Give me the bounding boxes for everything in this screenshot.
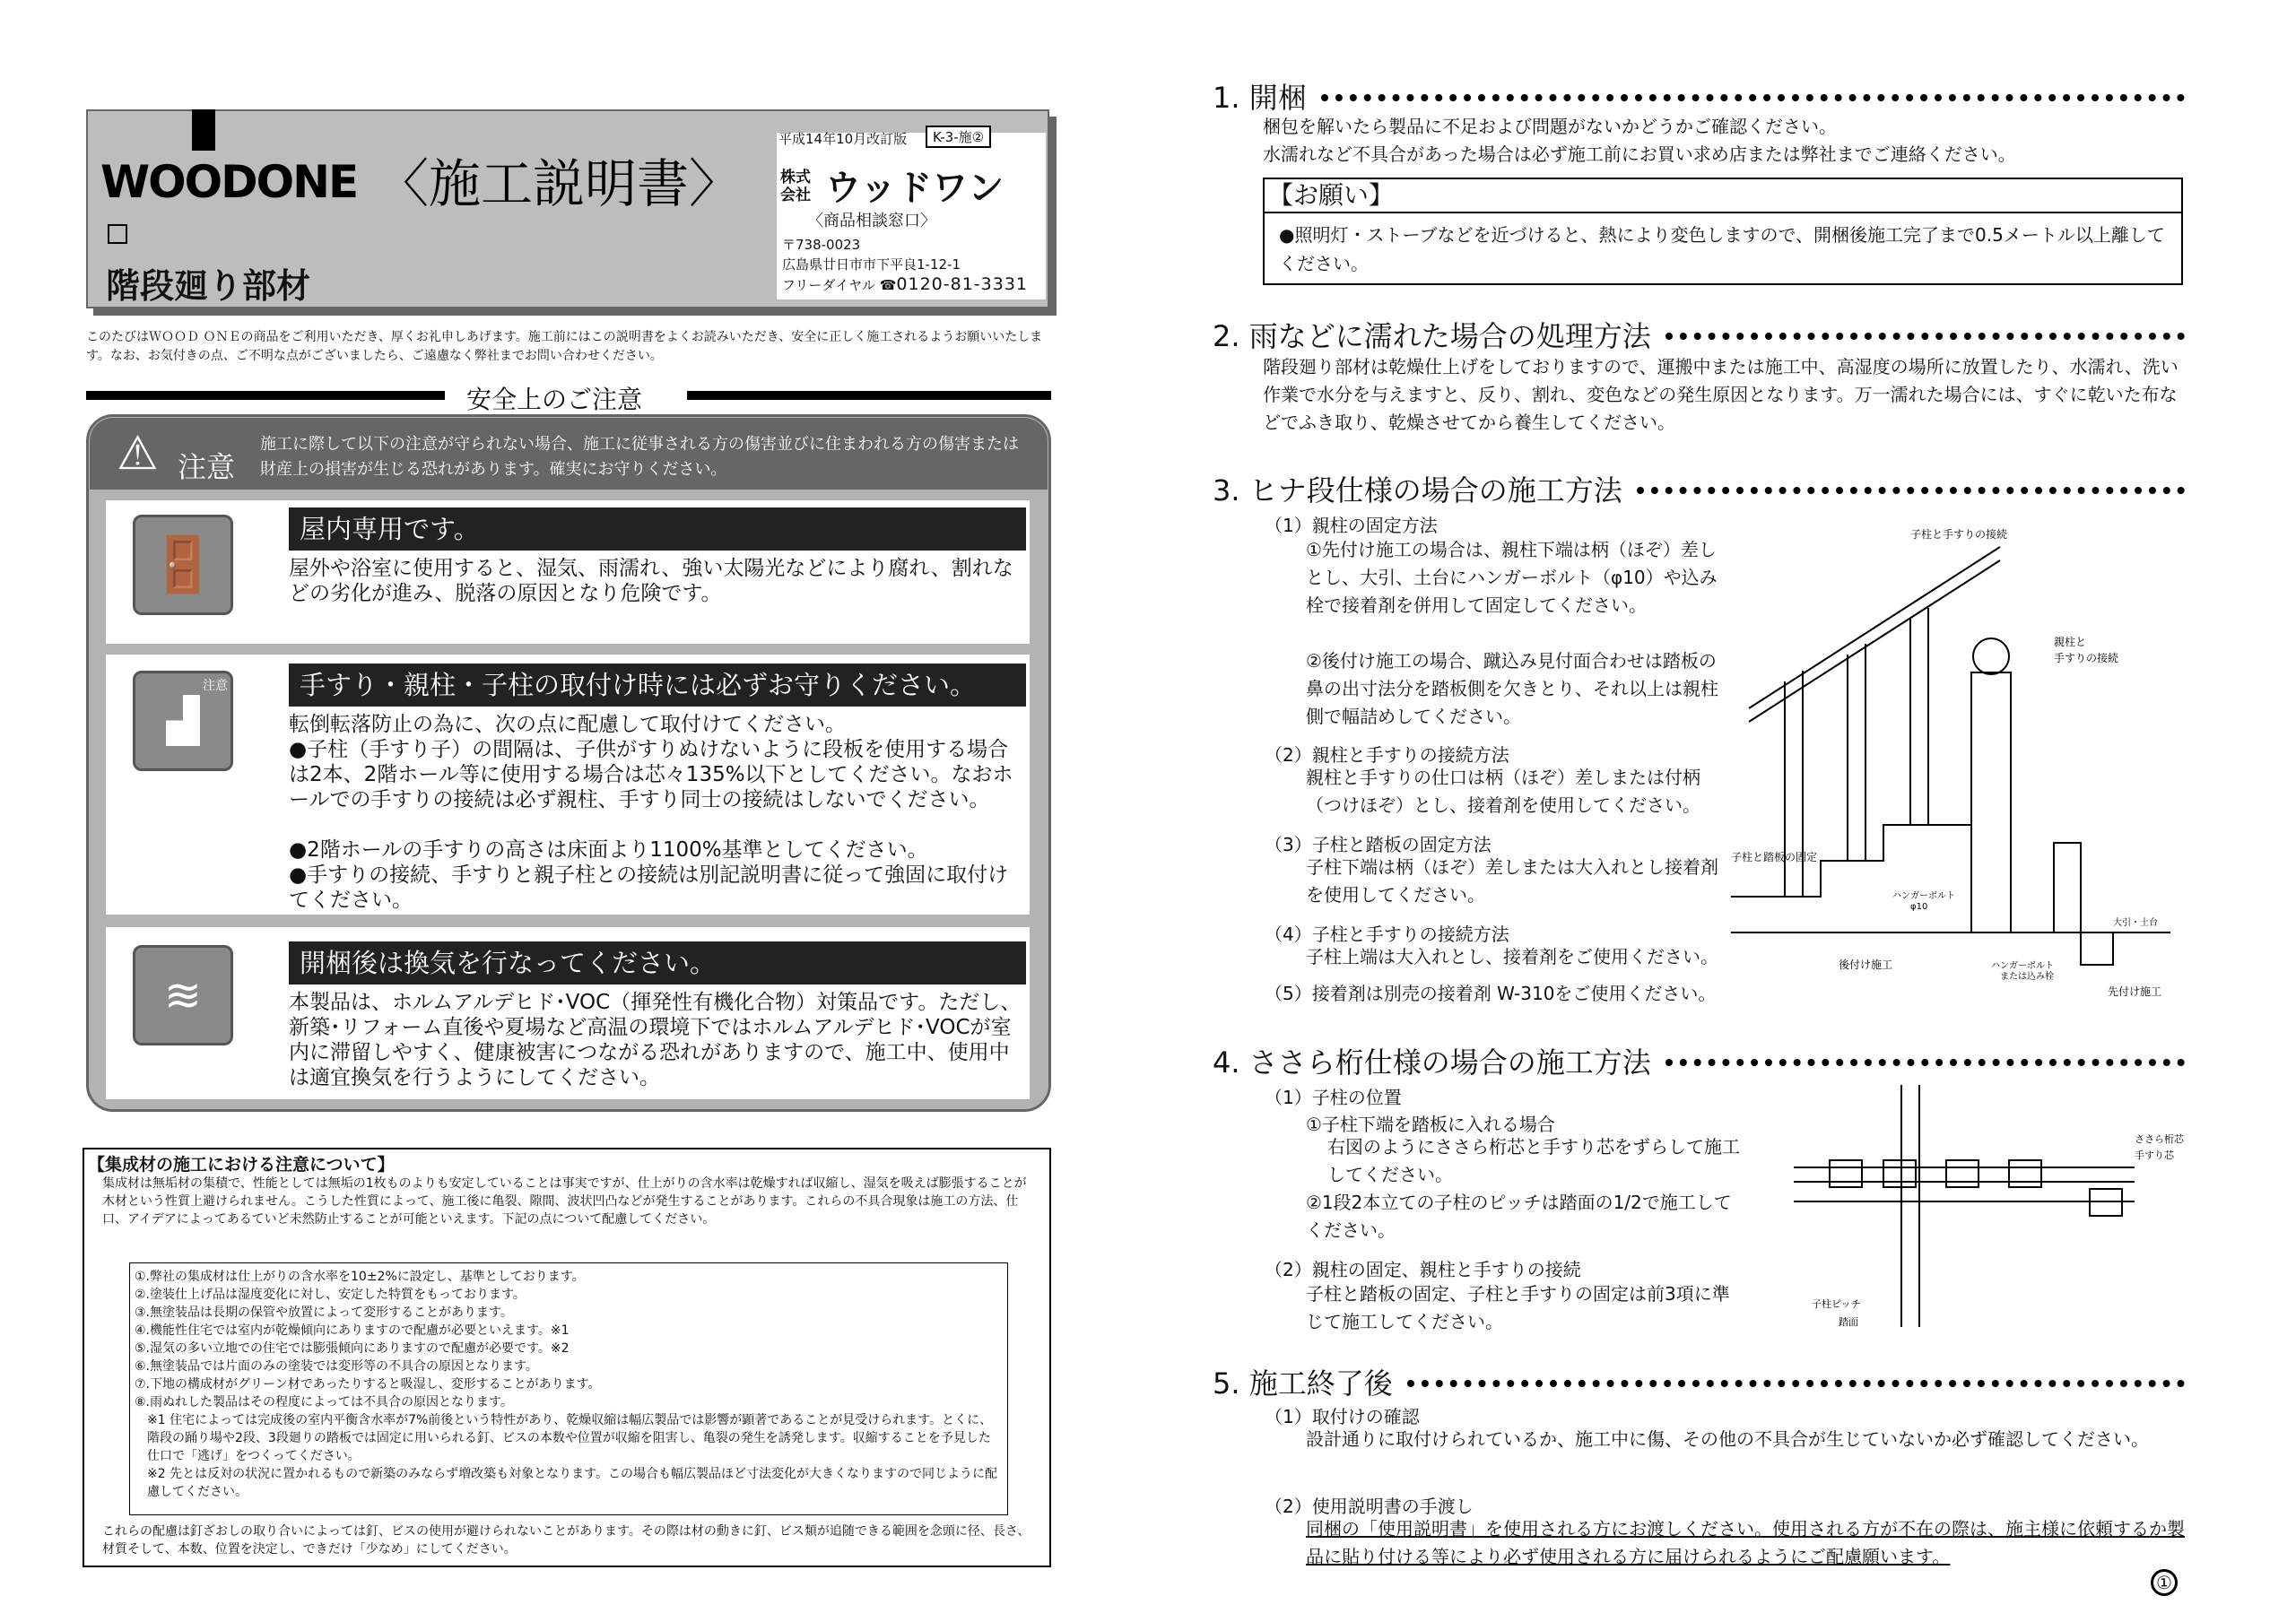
diagram-label: 子柱ピッチ	[1812, 1298, 1861, 1310]
panel-heading: 開梱後は換気を行なってください。	[289, 941, 1026, 984]
dot-leader	[1665, 333, 2185, 340]
dot-leader	[1665, 1059, 2185, 1066]
list-item: ⑧.雨ぬれした製品はその程度によっては不具合の原因となります。	[135, 1395, 513, 1409]
list-item: ②.塗装仕上げ品は湿度変化に対し、安定した特質をもっております。	[135, 1288, 526, 1302]
section-line: 水濡れなど不具合があった場合は必ず施工前にお買い求め店または弊社までご連絡ください。	[1263, 143, 2016, 165]
sub-text: ①先付け施工の場合は、親柱下端は柄（ほぞ）差しとし、大引、土台にハンガーボルト（φ10）や込み栓で接着剤を併用して固定してください。	[1306, 539, 1718, 616]
section-heading	[1213, 1361, 2185, 1402]
list-item: ①.弊社の集成材は仕上がりの含水率を10±2%に設定し、基準としております。	[135, 1270, 585, 1284]
panel-bullet: ●手すりの接続、手すりと親子柱との接続は別記説明書に従って強固に取付けてください。	[289, 863, 1009, 912]
list-item: ※2 先とは反対の状況に置かれるもので新築のみならず増改築も対象となります。この場合も幅広製品ほど寸法変化が大きくなりますので同じように配慮してください。	[147, 1467, 997, 1499]
sub-text: 子柱下端は柄（ほぞ）差しまたは大入れとし接着剤を使用してください。	[1306, 856, 1718, 906]
company-address	[782, 235, 1028, 295]
consult-desk: 〈商品相談窓口〉	[807, 212, 936, 230]
section-title: 3. ヒナ段仕様の場合の施工方法	[1213, 473, 1622, 507]
diagram-label: 子柱と手すりの接続	[1910, 528, 2008, 541]
section-title: 2. 雨などに濡れた場合の処理方法	[1213, 319, 1651, 353]
sub-heading: ①子柱下端を踏板に入れる場合	[1306, 1114, 1555, 1135]
page-number: ①	[2151, 1569, 2178, 1596]
list-item: ⑦.下地の構成材がグリーン材であったりすると吸湿し、変形することがあります。	[135, 1377, 601, 1392]
list-item: ※1 住宅によっては完成後の室内平衡含水率が7%前後という特性があり、乾燥収縮は幅広製品では影響が顕著であることが見受けられます。とくに、階段の踊り場や2段、3段廻りの踏板では固定に用いられる釘、ビスの本数や位置が収縮を阻害し、亀裂の発生を誘発します。収縮することを予見した仕口で「逃げ」をつくってください。	[147, 1413, 993, 1463]
sub-heading: （1）子柱の位置	[1265, 1087, 1402, 1108]
glulam-footer: これらの配慮は釘ざおしの取り合いによっては釘、ビスの使用が避けられないことがあります。その際は材の動きに釘、ビス類が追随できる範囲を念頭に径、長さ、材質そして、本数、位置を決定し、できだけ「少なめ」にしてください。	[102, 1524, 1031, 1557]
sub-text: 右図のようにささら桁芯と手すり芯をずらして施工してください。	[1327, 1136, 1740, 1185]
freedial-line	[782, 274, 1028, 295]
panel-body: 本製品は、ホルムアルデヒド･VOC（揮発性有機化合物）対策品です。ただし、新築･リフォーム直後や夏場など高温の環境下ではホルムアルデヒド･VOCが室内に滞留しやすく、健康被害につながる恐れがありますので、施工中、使用中は適宜換気を行うようにしてください。	[289, 991, 1022, 1089]
diagram-label: 踏面	[1839, 1316, 1858, 1328]
diagram-label: 大引・土台	[2113, 918, 2158, 928]
section-line: 梱包を解いたら製品に不足および問題がないかどうかご確認ください。	[1263, 116, 1837, 137]
list-item: ③.無塗装品は長期の保管や放置によって変形することがあります。	[135, 1305, 513, 1320]
sub-heading: （5）接着剤は別売の接着剤 W-310をご使用ください。	[1265, 983, 1717, 1004]
document-title: 〈施工説明書〉	[377, 153, 742, 214]
revision-label: 平成14年10月改訂版	[778, 131, 908, 147]
dot-leader	[1407, 1380, 2185, 1387]
postal-code: 〒738-0023	[782, 237, 861, 253]
diagram-label: ハンガーボルト	[1991, 961, 2054, 971]
diagram-label: ささら桁芯	[2135, 1133, 2184, 1145]
panel-body: 屋外や浴室に使用すると、湿気、雨濡れ、強い太陽光などにより腐れ、割れなどの劣化が進み、脱落の原因となり危険です。	[289, 557, 1013, 605]
section-heading	[1213, 75, 2185, 117]
section-heading	[1213, 1040, 2185, 1081]
ventilation-icon: ≋	[133, 945, 233, 1045]
sub-heading: （4）子柱と手すりの接続方法	[1265, 924, 1509, 945]
sub-text: 設計通りに取付けられているか、施工中に傷、その他の不具合が生じていないか必ず確認してください。	[1306, 1428, 2149, 1450]
sub-heading: （2）使用説明書の手渡し	[1265, 1496, 1474, 1517]
panel-bullet: ●子柱（手すり子）の間隔は、子供がすりぬけないように段板を使用する場合は2本、2階ホール等に使用する場合は芯々135%以下としてください。なおホールでの手すりの接続は必ず親柱、手すり同士の接続はしないでください。	[289, 738, 1013, 811]
safety-title: 安全上のご注意	[466, 385, 643, 414]
divider	[86, 391, 445, 400]
diagram-label: ハンガーボルト	[1892, 891, 1955, 901]
product-name: 階段廻り部材	[106, 266, 311, 306]
document-code: K-3-施②	[926, 126, 991, 148]
intro-text: このたびはＷＯＯＤ ＯＮＥの商品をご利用いただき、厚くお礼申しあげます。施工前にはこの説明書をよくお読みいただき、安全に正しく施工されるようお願いいたします。なお、お気付きの点、ご不明な点がございましたら、ご遠慮なく弊社までお問い合わせください。	[86, 330, 1043, 363]
company-prefix: 株式 会社	[780, 169, 811, 204]
caution-label: 注意	[178, 450, 236, 484]
logo: WOODONE	[100, 156, 358, 208]
panel-heading: 屋内専用です。	[289, 507, 1026, 551]
glulam-list	[135, 1268, 1001, 1501]
address: 広島県廿日市市下平良1-12-1	[782, 256, 961, 273]
section-title: 5. 施工終了後	[1213, 1366, 1393, 1401]
diagram-label: φ10	[1910, 902, 1928, 912]
stairs-icon-label: 注意	[203, 679, 228, 693]
stringer-diagram	[1794, 1085, 2188, 1336]
sub-text: ②1段2本立ての子柱のピッチは踏面の1/2で施工してください。	[1306, 1192, 1732, 1241]
sub-heading: （1）親柱の固定方法	[1265, 515, 1438, 536]
glulam-title: 【集成材の施工における注意について】	[88, 1155, 395, 1175]
sub-text: ②後付け施工の場合、蹴込み見付面合わせは踏板の鼻の出寸法分を踏板側を欠きとり、それ以上は親柱側で幅詰めしてください。	[1306, 650, 1718, 727]
dot-leader	[1637, 487, 2185, 494]
panel-lead: 転倒転落防止の為に、次の点に配慮して取付けてください。	[289, 713, 846, 736]
list-item: ⑤.湿気の多い立地での住宅では膨張傾向にありますので配慮が必要です。※2	[135, 1341, 570, 1356]
diagram-label: 親柱と	[2054, 636, 2087, 648]
company-name: ウッドワン	[825, 168, 1004, 209]
logo-mark	[192, 109, 215, 151]
request-title: 【お願い】	[1263, 178, 2183, 213]
section-title: 4. ささら桁仕様の場合の施工方法	[1213, 1045, 1651, 1080]
section-heading	[1213, 314, 2185, 355]
sub-text: 親柱と手すりの仕口は柄（ほぞ）差しまたは付柄（つけほぞ）とし、接着剤を使用してください。	[1306, 767, 1700, 816]
sub-heading: （2）親柱の固定、親柱と手すりの接続	[1265, 1259, 1581, 1280]
freedial-number: 0120-81-3331	[896, 274, 1029, 294]
panel-heading: 手すり・親柱・子柱の取付け時には必ずお守りください。	[289, 664, 1026, 707]
stairs-icon: ▟	[133, 671, 233, 771]
section-heading	[1213, 468, 2185, 509]
section-title: 1. 開梱	[1213, 81, 1307, 115]
sub-heading: （2）親柱と手すりの接続方法	[1265, 744, 1509, 766]
diagram-label: 手すり芯	[2135, 1149, 2174, 1161]
sub-heading: （3）子柱と踏板の固定方法	[1265, 834, 1492, 855]
newel-post-diagram	[1731, 520, 2197, 1004]
sub-heading: （1）取付けの確認	[1265, 1406, 1420, 1427]
diagram-label: 後付け施工	[1839, 958, 1893, 971]
diagram-label: 手すりの接続	[2054, 652, 2119, 664]
diagram-label: 子柱と踏板の固定	[1731, 851, 1818, 863]
sub-text: 子柱と踏板の固定、子柱と手すりの固定は前3項に準じて施工してください。	[1306, 1283, 1730, 1332]
glulam-intro: 集成材は無垢材の集積で、性能としては無垢の1枚ものよりも安定していることは事実ですが、仕上がりの含水率は乾燥すれば収縮し、湿気を吸えば膨張することが木材という性質上避けられません。こうした性質によって、施工後に亀裂、隙間、波状凹凸などが発生することがあります。これらの不具合現象は施工の方法、仕口、アイデアによってあるていど未然防止することが可能といえます。下記の点について配慮してください。	[102, 1176, 1027, 1227]
caution-text: 施工に際して以下の注意が守られない場合、施工に従事される方の傷害並びに住まわれる方の傷害または財産上の損害が生じる恐れがあります。確実にお守りください。	[260, 435, 1019, 479]
panel-bullet: ●2階ホールの手すりの高さは床面より1100%基準としてください。	[289, 838, 928, 862]
sub-text: 子柱上端は大入れとし、接着剤をご使用ください。	[1306, 946, 1718, 967]
section-text: 階段廻り部材は乾燥仕上げをしておりますので、運搬中または施工中、高湿度の場所に放置したり、水濡れ、洗い作業で水分を与えますと、反り、割れ、変色などの発生原因となります。万一濡れた場合には、すぐに乾いた布などでふき取り、乾燥させてから養生してください。	[1263, 356, 2179, 433]
freedial-label: フリーダイヤル	[782, 277, 875, 293]
sub-text: 同梱の「使用説明書」を使用される方にお渡しください。使用される方が不在の際は、施主様に依頼するか製品に貼り付ける等により必ず使用される方に届けられるようにご配慮願います。	[1306, 1518, 2185, 1567]
list-item: ⑥.無塗装品では片面のみの塗装では変形等の不具合の原因となります。	[135, 1359, 538, 1374]
diagram-label: 先付け施工	[2108, 985, 2162, 998]
phone-icon: ☎	[879, 277, 897, 293]
warning-triangle-icon: ⚠	[117, 427, 159, 481]
indoor-door-icon: 🚪	[133, 515, 233, 615]
diagram-label: または込み栓	[2000, 972, 2054, 982]
list-item: ④.機能性住宅では室内が乾燥傾向にありますので配慮が必要といえます。※1	[135, 1323, 570, 1338]
dot-leader	[1321, 94, 2185, 101]
request-text: ●照明灯・ストーブなどを近づけると、熱により変色しますので、開梱後施工完了まで0.5メートル以上離してください。	[1279, 224, 2165, 274]
placeholder-box	[108, 224, 127, 244]
divider	[687, 391, 1051, 400]
